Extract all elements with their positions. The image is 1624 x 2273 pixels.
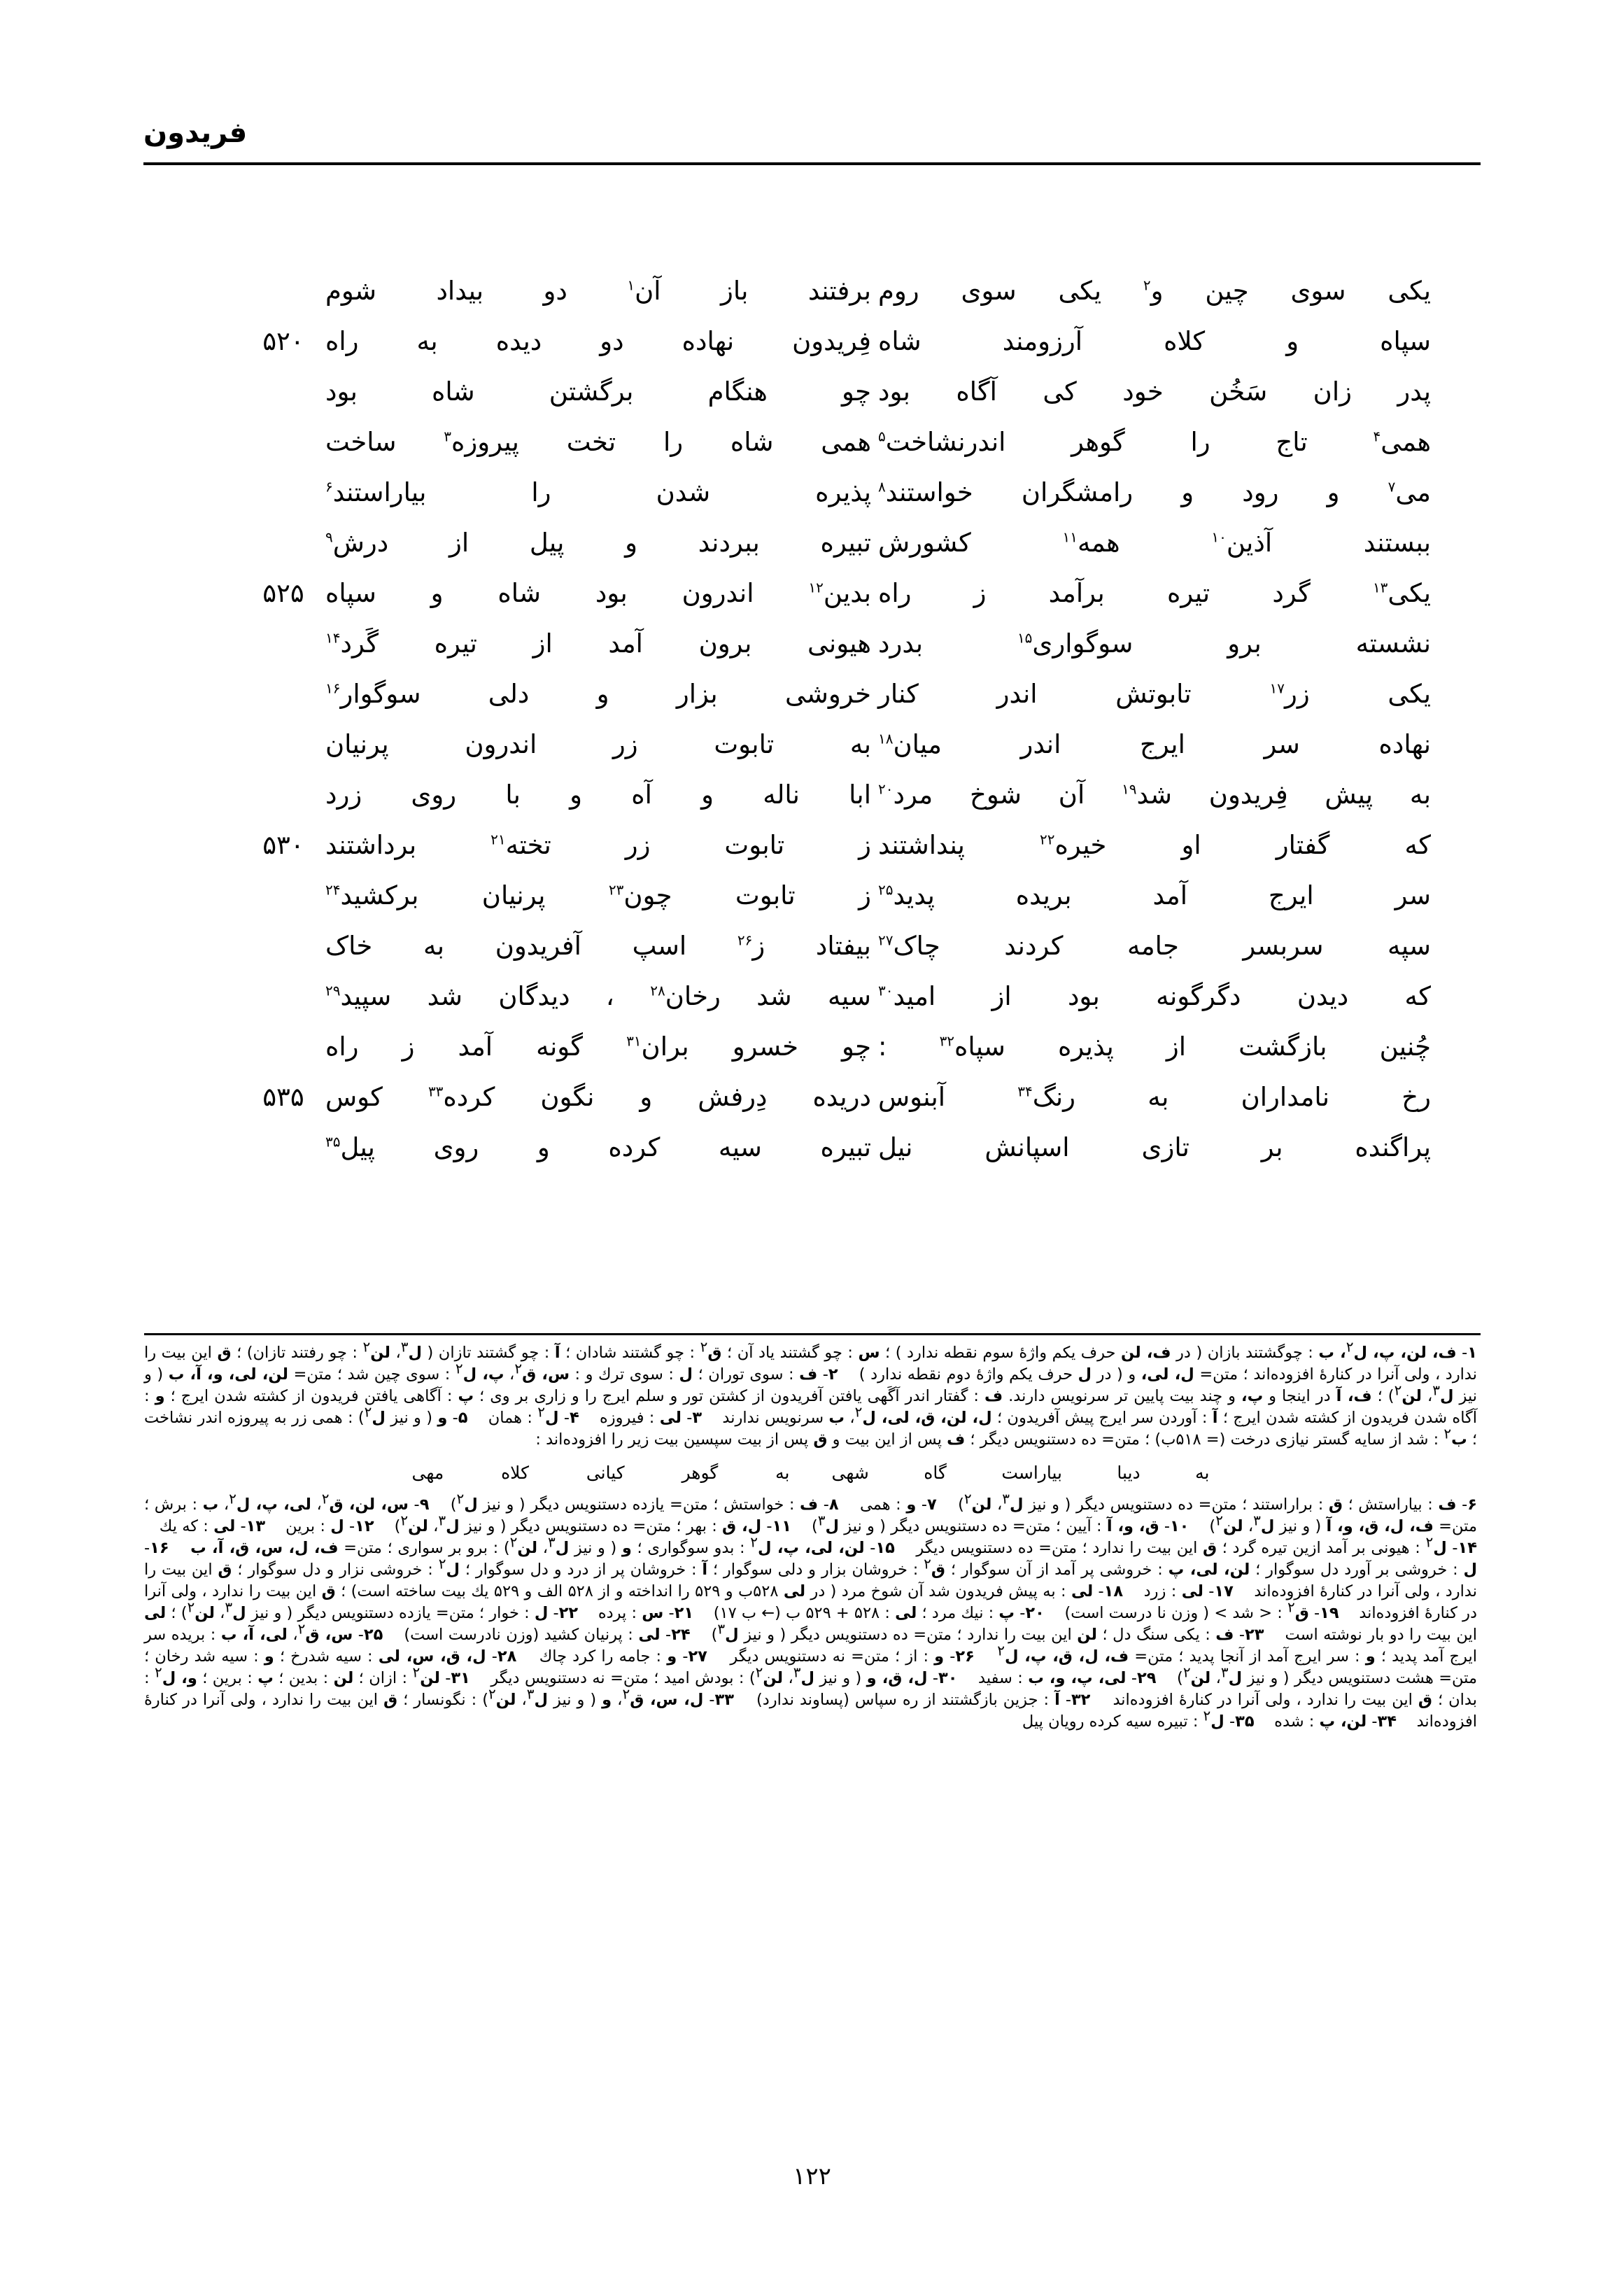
verse-row — [161, 1022, 1463, 1072]
apparatus-block-1: ۱- ف، لن، پ، ل$^۲$، ب : چوگشتند بازان ( در ف، لن حرف یکم واژهٔ سوم نقطه ندارد ) ؛ س : چو گشتند یاد آن ؛ ق$^۲$ : چو گشتند شادان ؛ آ : چو گشتند تازان ( ل$^۳$، لن$^۲$ : چو رفتند تازان) ؛ ق این بیت را ندارد ، ولی آنرا در کنارهٔ افزوده‌اند ؛ متن= ل، لی، و ( در ل حرف یکم واژهٔ دوم نقطه ندارد ) ۲- ف : سوی توران ؛ ل : سوی ترك و : س، ق$^۲$، پ، ل$^۲$ : سوی چین شد ؛ متن= لن، لی، و، آ، ب ( و نیز ل$^۳$، لن$^۲$) ؛ ف، آ در اینجا و پ، و چند بیت پایین تر سرنویس دارند. ف : گفتار اندر آگَهی یافتن آفریدون از کشتن تور و سلم ایرج را و زاری بر وی ؛ پ : آگاهی یافتن فریدون از کشته شدن ایرج ؛ و : آگاه شدن فریدون از کشته شدن ایرج ؛ آ : آوردن سر ایرج پیش آفریدون ؛ ل، لن، ق، لی، ل$^۲$، ب سرنویس ندارند ۳- لی : فیروزه ۴- ل$^۲$ : همان ۵- و ( و نیز ل$^۲$) : همی زر به پیروزه اندر نشاخت ؛ ب$^۲$ : شد از سایه گستر نیازی درخت (= ۵۱۸ب) ؛ متن= ده دستنویس دیگر ؛ ف پس از این بیت و ق پس از بیت سپسین بیت زیر را افزوده‌اند : — [144, 1338, 1478, 1449]
page-number: ۱۲۲ — [793, 2162, 831, 2190]
verse-number: ۵۲۵ — [262, 578, 304, 608]
verse-hemistich-left: رخ نامداران به رنگ$^{۳۴}$ آبنوس — [878, 1082, 1431, 1112]
verse-hemistich-right: فِریدون نهاده دو دیده به راه — [325, 326, 871, 356]
verse-hemistich-right: بدین$^{۱۲}$ اندرون بود شاه و سپاه — [325, 578, 871, 608]
chapter-title: فریدون — [143, 117, 248, 149]
verse-row — [161, 467, 1463, 518]
verse-hemistich-left: همی$^۴$ تاج را گوهر اندرنشاخت$^۵$ — [878, 427, 1431, 457]
verse-hemistich-right: پذیره شدن را بیاراستند$^۶$ — [325, 477, 871, 507]
critical-apparatus — [144, 1338, 1478, 1733]
verse-hemistich-right: تبیره ببردند و پیل از درش$^۹$ — [325, 528, 871, 558]
verse-hemistich-left: ببستند آذین$^{۱۰}$ همه$^{۱۱}$ کشورش — [878, 528, 1432, 558]
verse-row — [161, 619, 1463, 669]
verse-hemistich-right: ز تابوت چون$^{۲۳}$ پرنیان برکشید$^{۲۴}$ — [325, 880, 871, 910]
verse-hemistich-left: پدر زان سَخُن خود کی آگاه بود — [878, 377, 1431, 407]
verse-hemistich-right: چو هنگام برگشتن شاه بود — [325, 377, 871, 407]
verse-hemistich-right: تبیره سیه کرده و روی پیل$^{۳۵}$ — [325, 1132, 871, 1162]
verse-hemistich-left: که گفتار او خیره$^{۲۲}$ پنداشتند — [878, 830, 1431, 860]
running-head-area — [143, 119, 1481, 182]
verse-hemistich-right: چو خسرو بران$^{۳۱}$ گونه آمد ز راه — [325, 1032, 871, 1062]
verse-hemistich-right: بیفتاد ز$^{۲۶}$ اسپ آفریدون به خاک — [325, 931, 871, 961]
verse-hemistich-right: ز تابوت زر تخته$^{۲۱}$ برداشتند — [325, 830, 872, 860]
verse-row — [161, 1072, 1463, 1123]
verse-hemistich-right: خروشی بزار و دلی سوگوار$^{۱۶}$ — [325, 679, 871, 709]
verse-row — [161, 266, 1463, 316]
verse-hemistich-left: یکی$^{۱۳}$ گرد تیره برآمد ز راه — [878, 578, 1431, 608]
verse-row — [161, 719, 1463, 770]
apparatus-block-2: ۶- ف : بیاراستش ؛ ق : براراستند ؛ متن= ده دستنویس دیگر ( و نیز ل$^۳$، لن$^۲$) ۷- و : همی ۸- ف : خواستش ؛ متن= یازده دستنویس دیگر ( و نیز ل$^۲$) ۹- س، لن، ق$^۲$، لی، پ، ل$^۲$، ب : برش ؛ متن= ف، ل، ق، و، آ ( و نیز ل$^۳$، لن$^۲$) ۱۰- ق، و، آ : آیین ؛ متن= ده دستنویس دیگر ( و نیز ل$^۳$) ۱۱- ل، ق : بهر ؛ متن= ده دستنویس دیگر ( و نیز ل$^۳$، لن$^۲$) ۱۲- ل : برین ۱۳- لی : که یك ۱۴- ل$^۲$ : هیونی بر آمد ازین تیره گرد ؛ ق این بیت را ندارد ؛ متن= ده دستنویس دیگر ۱۵- لن، لی، پ، ل$^۲$ : بدو سوگواری ؛ و ( و نیز ل$^۳$، لن$^۲$) : برو بر سواری ؛ متن= ف، ل، س، ق، آ، ب ۱۶- ل : خروشی بر آورد دل سوگوار ؛ لن، لی، پ : خروشی پر آمد از آن سوگوار ؛ ق$^۲$ : خروشان بزار و دلی سوگوار ؛ آ : خروشان پر از درد و دل سوگوار ؛ ل$^۲$ : خروشی نزار و دل سوگوار ؛ ق این بیت را ندارد ، ولی آنرا در کنارهٔ افزوده‌اند ۱۷- لی : زرد ۱۸- لی : به پیش فریدون شد آن شوخ مرد ( در لی ۵۲۸ب و ۵۲۹ را انداخته و از ۵۲۸ الف و ۵۲۹ یك بیت ساخته است) ؛ ق این بیت را ندارد ، ولی آنرا در کنارهٔ افزوده‌اند ۱۹- ق$^۲$ : < شد > ( وزن نا درست است) ۲۰- پ : نیك مرد ؛ لی : ۵۲۸ + ۵۲۹ ب (← ب ۱۷) ۲۱- س : پرده ۲۲- ل : خوار ؛ متن= یازده دستنویس دیگر ( و نیز ل$^۳$، لن$^۲$) ؛ لی این بیت را دو بار نوشته است ۲۳- ف : یکی سنگ دل ؛ لن این بیت را ندارد ؛ متن= ده دستنویس دیگر ( و نیز ل$^۳$) ۲۴- لی : پرنیان کشید (وزن نادرست است) ۲۵- س، ق$^۲$، لی، آ، ب : بریده سر ایرج آمد پدید ؛ و : سر ایرج آمد از آنجا پدید ؛ متن= ف، ل، ق، پ، ل$^۲$ ۲۶- و : از ؛ متن= نه دستنویس دیگر ۲۷- و : جامه را کرد چاك ۲۸- ل، ق، س، لی : سیه شدرخ ؛ و : سیه شد رخان ؛ متن= هشت دستنویس دیگر ( و نیز ل$^۳$، لن$^۲$) ۲۹- لی، پ، و، ب : سفید ۳۰- ل، ق، و ( و نیز ل$^۳$، لن$^۲$) : بودش امید ؛ متن= نه دستنویس دیگر ۳۱- لن$^۲$ : ازان ؛ لن : بدین ؛ پ : برین ؛ و، ل$^۲$ : بدان ؛ ق این بیت را ندارد ، ولی آنرا در کنارهٔ افزوده‌اند ۳۲- آ : جزین بازگشتند از ره سپاس (پساوند ندارد) ۳۳- ل، س، ق$^۲$، و ( و نیز ل$^۳$، لن$^۲$) : نگونسار ؛ ق این بیت را ندارد ، ولی آنرا در کنارهٔ افزوده‌اند ۳۴- لن، پ : شده ۳۵- ل$^۲$ : تبیره سیه کرده رویان پیل — [144, 1490, 1478, 1731]
inserted-verse-hemistich-right: به دیبا بیاراست گاه شهی — [831, 1463, 1210, 1483]
verse-hemistich-left: چُنین بازگشت از پذیره سپاه$^{۳۲}$ : — [878, 1032, 1431, 1062]
verse-row — [161, 871, 1463, 921]
verse-block — [161, 266, 1463, 1173]
running-head — [143, 119, 1481, 147]
verse-row — [161, 568, 1463, 619]
verse-hemistich-left: سپه سربسر جامه کردند چاک$^{۲۷}$ — [878, 931, 1431, 961]
verse-row — [161, 417, 1463, 467]
verse-hemistich-left: که دیدن دگرگونه بود از امید$^{۳۰}$ — [878, 981, 1431, 1011]
verse-row — [161, 820, 1463, 871]
verse-hemistich-right: ابا ناله و آه و با روی زرد — [325, 780, 871, 810]
verse-hemistich-right: هیونی برون آمد از تیره گَرد$^{۱۴}$ — [325, 628, 871, 659]
verse-hemistich-left: یکی سوی چین و$^۲$ یکی سوی روم — [878, 276, 1431, 306]
verse-hemistich-left: سپاه و کلاه آرزومند شاه — [878, 326, 1431, 356]
verse-hemistich-right: دریده دِرفش و نگون کرده$^{۳۳}$ کوس — [325, 1082, 871, 1112]
verse-hemistich-left: به پیش فِریدون شد$^{۱۹}$ آن شوخ مرد$^{۲۰}$ — [878, 780, 1432, 810]
verse-row — [161, 921, 1463, 971]
verse-hemistich-left: نشسته برو سوگواری$^{۱۵}$ بدرد — [878, 628, 1432, 659]
verse-number: ۵۲۰ — [262, 326, 304, 356]
verse-hemistich-left: می$^۷$ و رود و رامشگران خواستند$^۸$ — [878, 477, 1431, 507]
inserted-variant-verse — [144, 1459, 1477, 1487]
verse-row — [161, 669, 1463, 719]
verse-hemistich-left: پراگنده بر تازی اسپانش نیل — [878, 1132, 1431, 1162]
verse-number: ۵۳۵ — [262, 1082, 304, 1112]
verse-row — [161, 1123, 1463, 1173]
verse-hemistich-left: سر ایرج آمد بریده پدید$^{۲۵}$ — [878, 880, 1431, 910]
verse-hemistich-right: همی شاه را تخت پیروزه$^۳$ ساخت — [325, 427, 871, 457]
verse-row — [161, 316, 1463, 367]
apparatus-rule — [144, 1333, 1481, 1335]
verse-hemistich-left: نهاده سر ایرج اندر میان$^{۱۸}$ — [878, 729, 1431, 759]
verse-hemistich-right: برفتند باز آن$^۱$ دو بیداد شوم — [325, 276, 871, 306]
verse-row — [161, 971, 1463, 1022]
verse-hemistich-left: یکی زر$^{۱۷}$ تابوتش اندر کنار — [878, 679, 1431, 709]
folio-number-area — [0, 2162, 1624, 2190]
verse-row — [161, 770, 1463, 820]
verse-row — [161, 367, 1463, 417]
verse-number: ۵۳۰ — [262, 830, 304, 860]
verse-row — [161, 518, 1463, 568]
verse-hemistich-right: سیه شد رخان$^{۲۸}$ ، دیدگان شد سپید$^{۲۹}$ — [325, 981, 871, 1011]
header-rule — [143, 162, 1481, 165]
verse-hemistich-right: به تابوت زر اندرون پرنیان — [325, 729, 871, 759]
inserted-verse-hemistich-left: به گوهر کیانی کلاه مهی — [411, 1463, 790, 1483]
